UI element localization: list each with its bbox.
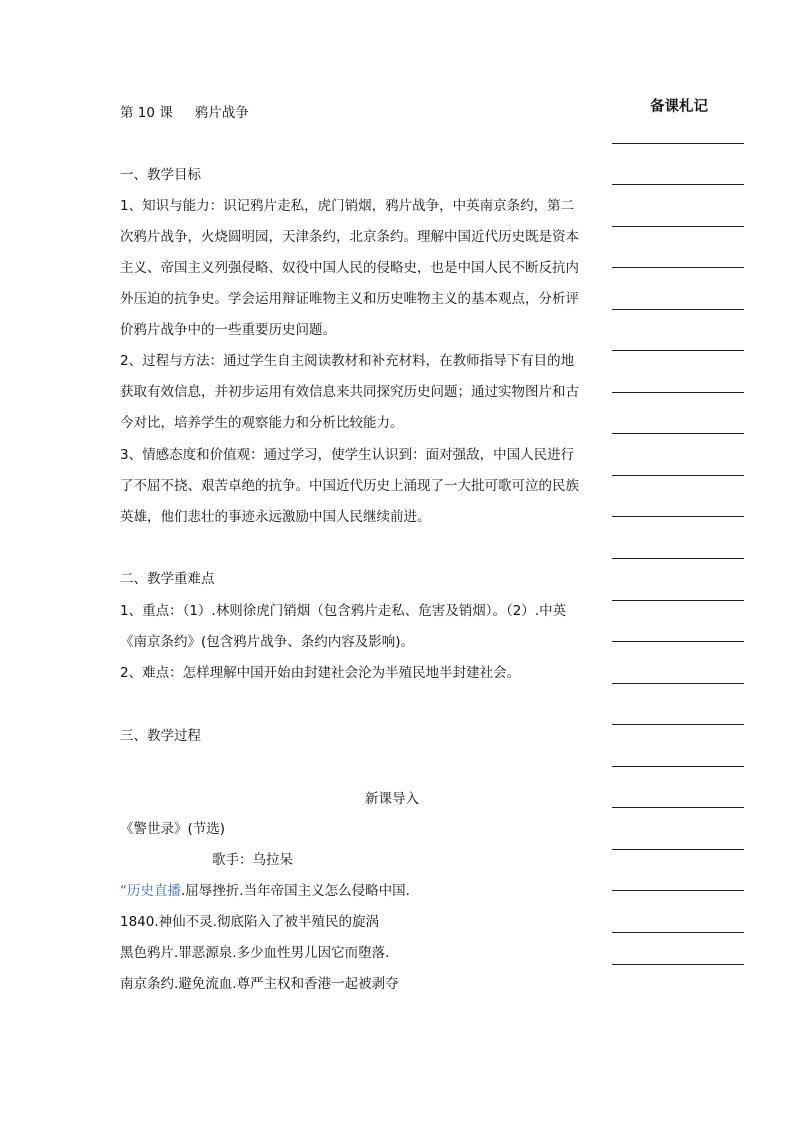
note-line xyxy=(612,184,744,185)
section-heading-objectives: 一、教学目标 xyxy=(120,167,201,183)
note-line xyxy=(612,516,744,517)
note-line xyxy=(612,932,744,933)
note-line xyxy=(612,433,744,434)
note-line xyxy=(612,683,744,684)
notes-title: 备课札记 xyxy=(650,99,708,115)
paragraph-line: 价鸦片战争中的一些重要历史问题。 xyxy=(120,322,336,338)
lyrics-line: 南京条约.避免流血.尊严主权和香港一起被剥夺 xyxy=(120,976,399,992)
subsection-title: 新课导入 xyxy=(365,791,419,807)
note-line xyxy=(612,475,744,476)
note-line xyxy=(612,807,744,808)
section-heading-key-points: 二、教学重难点 xyxy=(120,571,215,587)
paragraph-line: 了不屈不挠、艰苦卓绝的抗争。中国近代历史上涌现了一大批可歌可泣的民族 xyxy=(120,478,579,494)
lyrics-line: 黑色鸦片.罪恶源泉.多少血性男儿因它而堕落. xyxy=(120,945,390,961)
paragraph-line: 2、难点：怎样理解中国开始由封建社会沦为半殖民地半封建社会。 xyxy=(120,665,521,681)
lesson-title xyxy=(120,103,249,123)
lyrics-highlight: 历史直播 xyxy=(127,883,181,899)
paragraph-line: 次鸦片战争，火烧圆明园，天津条约，北京条约。理解中国近代历史既是资本 xyxy=(120,229,579,245)
paragraph-line: 英雄，他们悲壮的事迹永远激励中国人民继续前进。 xyxy=(120,509,431,525)
lyrics-line: 1840.神仙不灵.彻底陷入了被半殖民的旋涡 xyxy=(120,914,379,930)
paragraph-line: 1、知识与能力：识记鸦片走私，虎门销烟，鸦片战争，中英南京条约，第二 xyxy=(120,198,575,214)
paragraph-line: 获取有效信息，并初步运用有效信息来共同探究历史问题；通过实物图片和古 xyxy=(120,384,579,400)
lesson-number: 第 10 课 xyxy=(120,105,173,121)
note-line xyxy=(612,766,744,767)
note-line xyxy=(612,724,744,725)
note-line xyxy=(612,143,744,144)
note-line xyxy=(612,849,744,850)
note-line xyxy=(612,226,744,227)
lyrics-line xyxy=(120,881,410,901)
paragraph-line: 主义、帝国主义列强侵略、奴役中国人民的侵略史，也是中国人民不断反抗内 xyxy=(120,260,579,276)
note-line xyxy=(612,600,744,601)
note-line xyxy=(612,890,744,891)
paragraph-line: 今对比，培养学生的观察能力和分析比较能力。 xyxy=(120,415,404,431)
paragraph-line: 1、重点：（1）.林则徐虎门销烟（包含鸦片走私、危害及销烟）。（2）.中英 xyxy=(120,603,567,619)
song-title: 《警世录》(节选) xyxy=(120,821,226,837)
singer-line: 歌手：乌拉呆 xyxy=(212,852,293,868)
paragraph-line: 3、情感态度和价值观：通过学习，使学生认识到：面对强敌，中国人民进行 xyxy=(120,447,575,463)
section-heading-process: 三、教学过程 xyxy=(120,728,201,744)
note-line xyxy=(612,392,744,393)
lesson-name: 鸦片战争 xyxy=(194,105,249,121)
note-line xyxy=(612,350,744,351)
paragraph-line: 2、过程与方法：通过学生自主阅读教材和补充材料，在教师指导下有目的地 xyxy=(120,353,575,369)
note-line xyxy=(612,267,744,268)
paragraph-line: 《南京条约》(包含鸦片战争、条约内容及影响)。 xyxy=(120,634,415,650)
note-line xyxy=(612,309,744,310)
lyrics-rest: .屈辱挫折.当年帝国主义怎么侵略中国. xyxy=(181,883,410,899)
open-quote: “ xyxy=(120,883,127,899)
note-line xyxy=(612,964,744,965)
paragraph-line: 外压迫的抗争史。学会运用辩证唯物主义和历史唯物主义的基本观点，分析评 xyxy=(120,291,579,307)
note-line xyxy=(612,558,744,559)
note-line xyxy=(612,641,744,642)
